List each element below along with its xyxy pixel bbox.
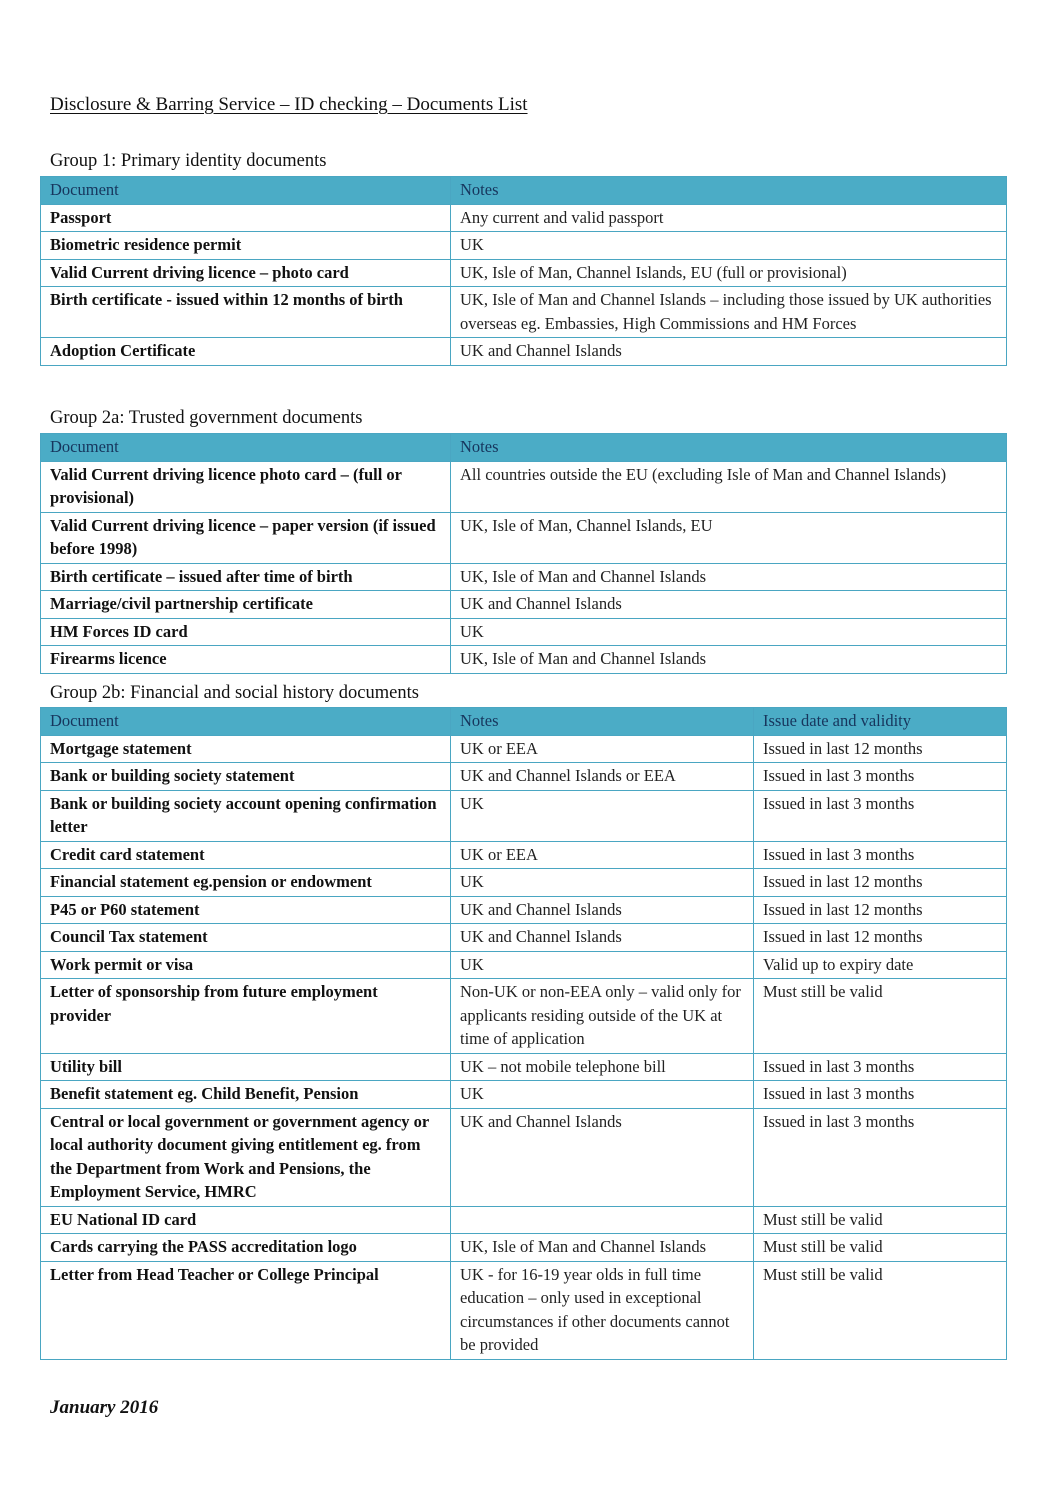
notes-cell: UK and Channel Islands bbox=[451, 338, 1007, 366]
table-row bbox=[41, 1206, 1007, 1234]
table-row bbox=[41, 338, 1007, 366]
document-cell: Letter from Head Teacher or College Principal bbox=[41, 1261, 451, 1359]
column-header-document: Document bbox=[41, 434, 451, 462]
table-row bbox=[41, 1108, 1007, 1206]
table-header-row bbox=[41, 177, 1007, 205]
group-2a-table bbox=[40, 433, 1007, 674]
document-cell: Valid Current driving licence – paper version (if issued before 1998) bbox=[41, 512, 451, 563]
notes-cell: UK bbox=[451, 790, 754, 841]
table-row bbox=[41, 924, 1007, 952]
document-cell: Council Tax statement bbox=[41, 924, 451, 952]
document-cell: Valid Current driving licence – photo card bbox=[41, 259, 451, 287]
validity-cell: Must still be valid bbox=[754, 1206, 1007, 1234]
group-2a-title: Group 2a: Trusted government documents bbox=[50, 408, 363, 428]
document-cell: Adoption Certificate bbox=[41, 338, 451, 366]
document-cell: Valid Current driving licence photo card – (full or provisional) bbox=[41, 461, 451, 512]
table-row bbox=[41, 1081, 1007, 1109]
validity-cell: Must still be valid bbox=[754, 1261, 1007, 1359]
document-cell: Firearms licence bbox=[41, 646, 451, 674]
validity-cell: Issued in last 3 months bbox=[754, 841, 1007, 869]
column-header-document: Document bbox=[41, 177, 451, 205]
table-row bbox=[41, 790, 1007, 841]
document-cell: Credit card statement bbox=[41, 841, 451, 869]
document-cell: Passport bbox=[41, 204, 451, 232]
document-cell: Mortgage statement bbox=[41, 735, 451, 763]
document-cell: EU National ID card bbox=[41, 1206, 451, 1234]
notes-cell bbox=[451, 1206, 754, 1234]
notes-cell: UK bbox=[451, 951, 754, 979]
document-cell: HM Forces ID card bbox=[41, 618, 451, 646]
table-row bbox=[41, 979, 1007, 1054]
table-header-row bbox=[41, 708, 1007, 736]
validity-cell: Issued in last 12 months bbox=[754, 869, 1007, 897]
notes-cell: UK, Isle of Man and Channel Islands bbox=[451, 1234, 754, 1262]
document-cell: Marriage/civil partnership certificate bbox=[41, 591, 451, 619]
document-cell: Work permit or visa bbox=[41, 951, 451, 979]
document-cell: Utility bill bbox=[41, 1053, 451, 1081]
validity-cell: Issued in last 3 months bbox=[754, 1081, 1007, 1109]
validity-cell: Issued in last 12 months bbox=[754, 896, 1007, 924]
document-cell: Bank or building society statement bbox=[41, 763, 451, 791]
notes-cell: UK bbox=[451, 1081, 754, 1109]
validity-cell: Must still be valid bbox=[754, 1234, 1007, 1262]
footer-date: January 2016 bbox=[50, 1397, 159, 1418]
table-row bbox=[41, 841, 1007, 869]
table-row bbox=[41, 512, 1007, 563]
column-header-document: Document bbox=[41, 708, 451, 736]
table-row bbox=[41, 1053, 1007, 1081]
notes-cell: UK bbox=[451, 232, 1007, 260]
document-cell: Cards carrying the PASS accreditation logo bbox=[41, 1234, 451, 1262]
table-row bbox=[41, 232, 1007, 260]
notes-cell: UK, Isle of Man, Channel Islands, EU (full or provisional) bbox=[451, 259, 1007, 287]
table-row bbox=[41, 735, 1007, 763]
table-row bbox=[41, 591, 1007, 619]
notes-cell: UK bbox=[451, 618, 1007, 646]
page-title: Disclosure & Barring Service – ID checking – Documents List bbox=[50, 94, 528, 115]
group-1-title: Group 1: Primary identity documents bbox=[50, 151, 327, 171]
validity-cell: Issued in last 3 months bbox=[754, 1053, 1007, 1081]
notes-cell: UK bbox=[451, 869, 754, 897]
validity-cell: Issued in last 3 months bbox=[754, 1108, 1007, 1206]
validity-cell: Issued in last 3 months bbox=[754, 763, 1007, 791]
group-1-table bbox=[40, 176, 1007, 366]
notes-cell: UK and Channel Islands bbox=[451, 924, 754, 952]
validity-cell: Issued in last 3 months bbox=[754, 790, 1007, 841]
notes-cell: UK – not mobile telephone bill bbox=[451, 1053, 754, 1081]
table-row bbox=[41, 646, 1007, 674]
group-2b-table bbox=[40, 707, 1007, 1360]
column-header-notes: Notes bbox=[451, 177, 1007, 205]
table-header-row bbox=[41, 434, 1007, 462]
notes-cell: UK, Isle of Man, Channel Islands, EU bbox=[451, 512, 1007, 563]
document-cell: Birth certificate – issued after time of birth bbox=[41, 563, 451, 591]
column-header-notes: Notes bbox=[451, 708, 754, 736]
table-row bbox=[41, 896, 1007, 924]
table-row bbox=[41, 204, 1007, 232]
notes-cell: Any current and valid passport bbox=[451, 204, 1007, 232]
table-row bbox=[41, 951, 1007, 979]
table-row bbox=[41, 763, 1007, 791]
notes-cell: UK - for 16-19 year olds in full time education – only used in exceptional circumstances if other documents cannot be provided bbox=[451, 1261, 754, 1359]
document-cell: Biometric residence permit bbox=[41, 232, 451, 260]
column-header-validity: Issue date and validity bbox=[754, 708, 1007, 736]
table-row bbox=[41, 259, 1007, 287]
table-row bbox=[41, 1234, 1007, 1262]
notes-cell: UK or EEA bbox=[451, 841, 754, 869]
table-row bbox=[41, 461, 1007, 512]
table-row bbox=[41, 618, 1007, 646]
column-header-notes: Notes bbox=[451, 434, 1007, 462]
notes-cell: Non-UK or non-EEA only – valid only for applicants residing outside of the UK at time of application bbox=[451, 979, 754, 1054]
validity-cell: Issued in last 12 months bbox=[754, 924, 1007, 952]
document-cell: Bank or building society account opening confirmation letter bbox=[41, 790, 451, 841]
table-row bbox=[41, 563, 1007, 591]
notes-cell: UK and Channel Islands bbox=[451, 896, 754, 924]
document-cell: Benefit statement eg. Child Benefit, Pension bbox=[41, 1081, 451, 1109]
table-row bbox=[41, 869, 1007, 897]
document-cell: P45 or P60 statement bbox=[41, 896, 451, 924]
notes-cell: UK and Channel Islands or EEA bbox=[451, 763, 754, 791]
notes-cell: UK or EEA bbox=[451, 735, 754, 763]
document-cell: Central or local government or government agency or local authority document giving entitlement eg. from the Department from Work and Pensions, the Employment Service, HMRC bbox=[41, 1108, 451, 1206]
notes-cell: UK, Isle of Man and Channel Islands – including those issued by UK authorities overseas eg. Embassies, High Commissions and HM Forces bbox=[451, 287, 1007, 338]
notes-cell: UK and Channel Islands bbox=[451, 591, 1007, 619]
document-cell: Birth certificate - issued within 12 months of birth bbox=[41, 287, 451, 338]
table-row bbox=[41, 1261, 1007, 1359]
group-2b-title: Group 2b: Financial and social history documents bbox=[50, 683, 419, 703]
document-cell: Letter of sponsorship from future employment provider bbox=[41, 979, 451, 1054]
table-row bbox=[41, 287, 1007, 338]
notes-cell: UK and Channel Islands bbox=[451, 1108, 754, 1206]
validity-cell: Issued in last 12 months bbox=[754, 735, 1007, 763]
validity-cell: Valid up to expiry date bbox=[754, 951, 1007, 979]
validity-cell: Must still be valid bbox=[754, 979, 1007, 1054]
document-cell: Financial statement eg.pension or endowment bbox=[41, 869, 451, 897]
notes-cell: All countries outside the EU (excluding Isle of Man and Channel Islands) bbox=[451, 461, 1007, 512]
notes-cell: UK, Isle of Man and Channel Islands bbox=[451, 646, 1007, 674]
notes-cell: UK, Isle of Man and Channel Islands bbox=[451, 563, 1007, 591]
